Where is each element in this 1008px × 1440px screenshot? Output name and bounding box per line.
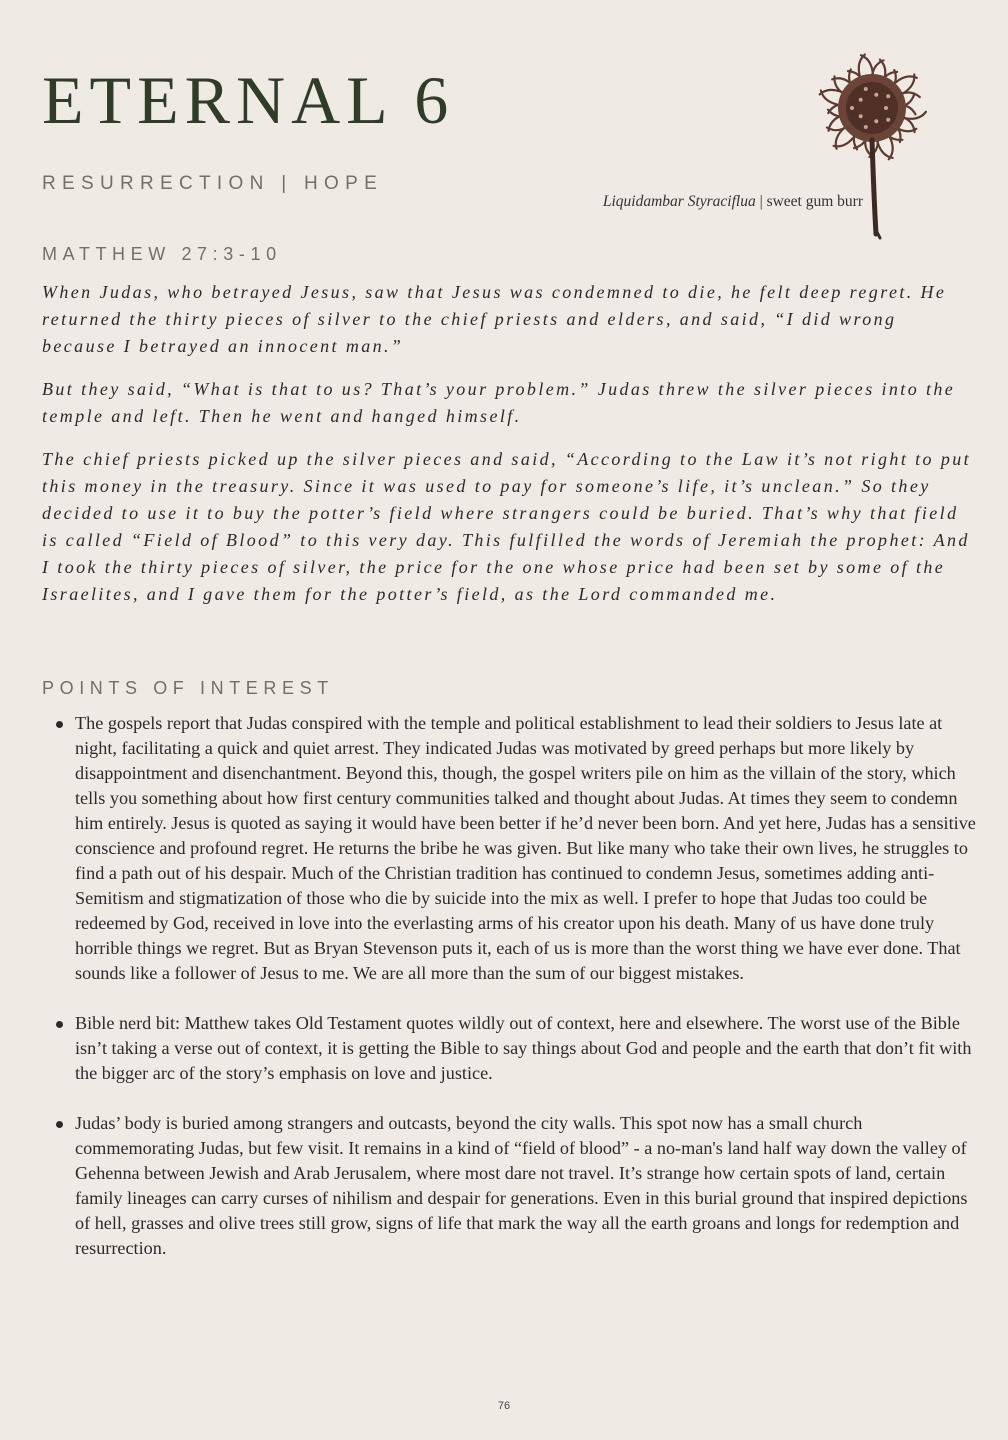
burr-seed-hole [884,106,888,110]
burr-seed-hole [850,106,854,110]
burr-seed-hole [874,119,878,123]
illustration-caption [603,193,863,211]
scripture-paragraph: When Judas, who betrayed Jesus, saw that Jesus was condemned to die, he felt deep regret. He returned the thirty pieces of silver to the chief priests and elders, and said, “I did wrong because I betrayed an innocent man.” [42,282,947,356]
list-item-text: Judas’ body is buried among strangers and outcasts, beyond the city walls. This spot now has a small church commemorating Judas, but few visit. It remains in a kind of “field of blood” - a no-man's land half way down the valley of Gehenna between Jewish and Arab Jerusalem, where most dare not travel. It’s strange how certain spots of land, certain family lineages can carry curses of nihilism and despair for generations. Even in this burial ground that inspired depictions of hell, grasses and olive trees still grow, signs of life that mark the way all the earth groans and longs for redemption and resurrection. [75,1113,968,1258]
scripture-paragraph: But they said, “What is that to us? That’s your problem.” Judas threw the silver pieces into the temple and left. Then he went and hanged himself. [42,379,956,426]
scripture-passage [42,279,972,624]
list-item [75,711,980,986]
scripture-reference: MATTHEW 27:3-10 [42,244,282,264]
page-number: 76 [497,1400,511,1412]
burr-seed-hole [859,114,863,118]
bullet-icon [56,721,63,728]
list-item [75,1111,980,1261]
burr-seed-hole [864,125,868,129]
page-title: ETERNAL 6 [42,62,455,138]
bullet-icon [56,1121,63,1128]
caption-common-name: | sweet gum burr [755,193,863,210]
points-list [75,711,980,1286]
scripture-paragraph: The chief priests picked up the silver pieces and said, “According to the Law it’s not right to put this money in the treasury. Since it was used to pay for someone’s life, it’s unclean.” So they decided to use it to buy the potter’s field where strangers could be buried. That’s why that field is called “Field of Blood” to this very day. This fulfilled the words of Jeremiah the prophet: And I took the thirty pieces of silver, the price for the one whose price had been set by some of the Israelites, and I gave them for the potter’s field, as the Lord commanded me. [42,449,972,604]
points-heading: POINTS OF INTEREST [42,678,334,698]
burr-seed-hole [859,98,863,102]
page-subtitle: RESURRECTION | HOPE [42,173,384,194]
burr-seed-hole [864,87,868,91]
caption-species: Liquidambar Styraciflua [602,193,756,210]
list-item [75,1011,980,1086]
burr-seed-hole [874,93,878,97]
burr-seed-hole [886,94,890,98]
burr-seed-hole [886,118,890,122]
list-item-text: The gospels report that Judas conspired with the temple and political establishment to lead their soldiers to Jesus late at night, facilitating a quick and quiet arrest. They indicated Judas was motivated by greed perhaps but more likely by disappointment and disenchantment. Beyond this, though, the gospel writers pile on him as the villain of the story, which tells you something about how first century communities talked and thought about Judas. At times they seem to condemn him entirely. Jesus is quoted as saying it would have been better if he’d never been born. And yet here, Judas has a sensitive conscience and profound regret. He returns the bribe he was given. But like many who take their own lives, he struggles to find a path out of his despair. Much of the Christian tradition has continued to condemn Jesus, sometimes adding anti-Semitism and stigmatization of those who die by suicide into the mix as well. I prefer to hope that Judas too could be redeemed by God, received in love into the everlasting arms of his creator upon his death. Many of us have done truly horrible things we regret. But as Bryan Stevenson puts it, each of us is more than the worst thing we have ever done. That sounds like a follower of Jesus to me. We are all more than the sum of our biggest mistakes. [75,713,976,983]
list-item-text: Bible nerd bit: Matthew takes Old Testament quotes wildly out of context, here and elsewhere. The worst use of the Bible isn’t taking a verse out of context, it is getting the Bible to say things about God and people and the earth that don’t fit with the bigger arc of the story’s emphasis on love and justice. [75,1013,972,1083]
bullet-icon [56,1021,63,1028]
